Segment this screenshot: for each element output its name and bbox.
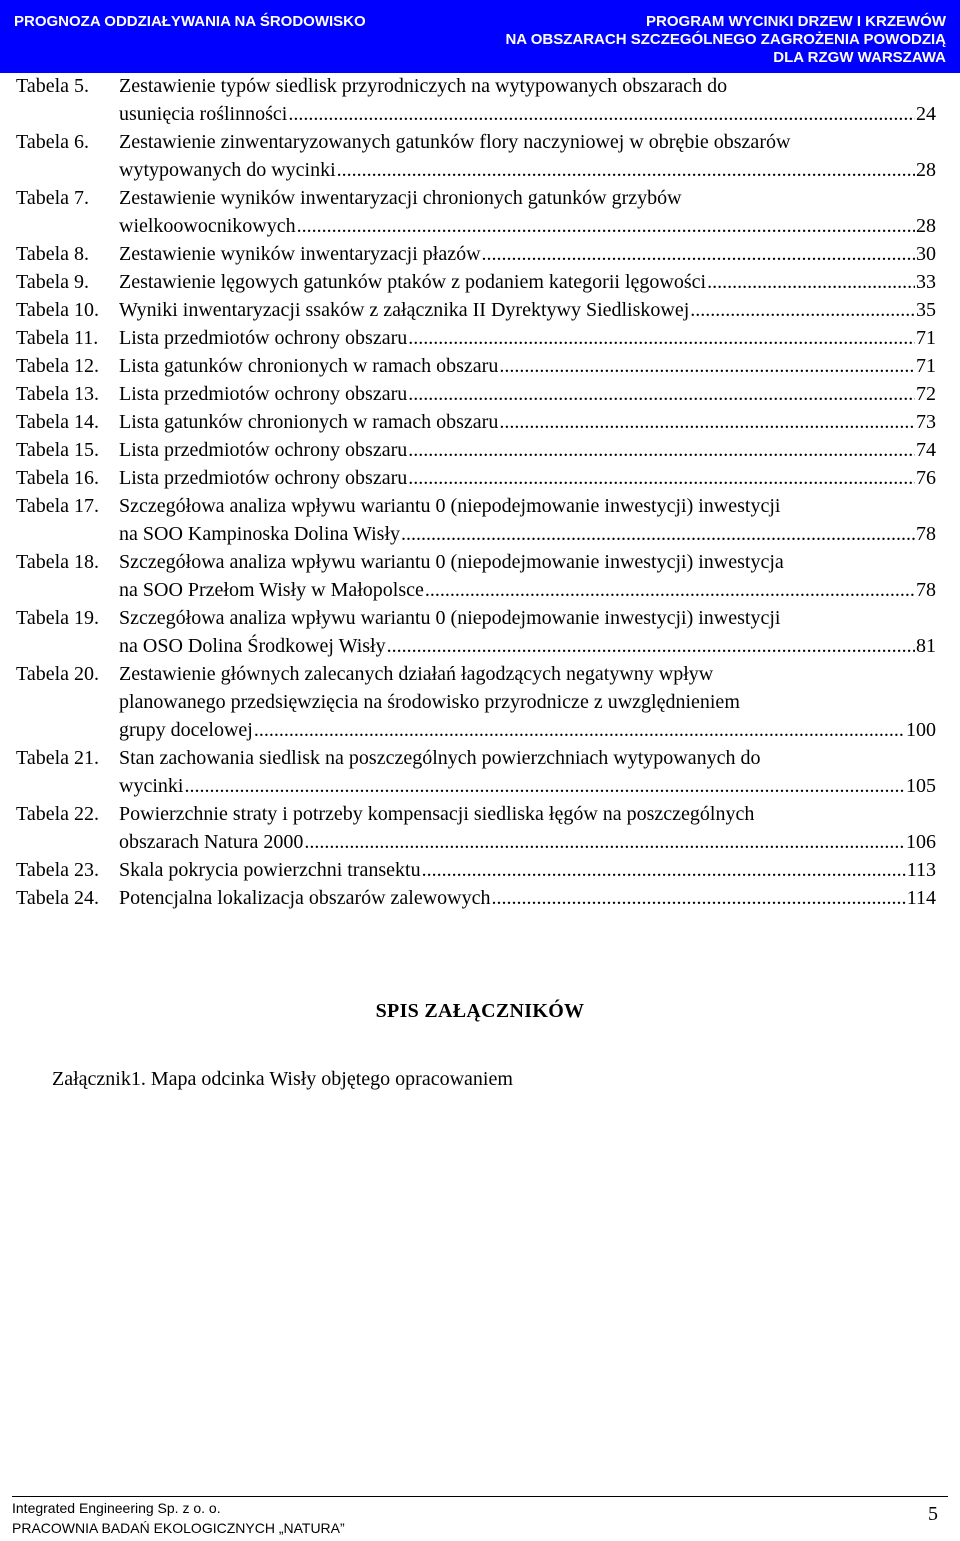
toc-entry-title: Lista gatunków chronionych w ramach obszaru (119, 355, 499, 377)
toc-entry-title-line: Zestawienie wyników inwentaryzacji chronionych gatunków grzybów (119, 187, 682, 209)
toc-entry-title: na OSO Dolina Środkowej Wisły (119, 635, 386, 657)
toc-entry-page: 28 (916, 215, 936, 237)
toc-entry-body (119, 380, 936, 408)
toc-entry-page: 76 (916, 467, 936, 489)
toc-entry-number: Tabela 11. (16, 327, 99, 349)
toc-entry-title: Zestawienie lęgowych gatunków ptaków z podaniem kategorii lęgowości (119, 271, 707, 293)
toc-entry-page: 71 (916, 327, 936, 349)
toc-entry[interactable] (16, 380, 936, 408)
toc-entry-page: 24 (916, 103, 936, 125)
toc-entry[interactable] (16, 408, 936, 436)
header-right-line-1: PROGRAM WYCINKI DRZEW I KRZEWÓW (646, 13, 946, 30)
toc-entry-title: Lista przedmiotów ochrony obszaru (119, 439, 408, 461)
toc-entry-body (119, 744, 936, 800)
table-of-tables (16, 72, 936, 912)
toc-entry-last-line (119, 716, 936, 744)
toc-entry-last-line (119, 408, 936, 436)
toc-entry-title: Wyniki inwentaryzacji ssaków z załącznika II Dyrektywy Siedliskowej (119, 299, 690, 321)
toc-entry[interactable] (16, 268, 936, 296)
toc-entry-number: Tabela 16. (16, 467, 100, 489)
toc-entry-title: Lista przedmiotów ochrony obszaru (119, 383, 408, 405)
toc-entry-body (119, 352, 936, 380)
toc-entry[interactable] (16, 660, 936, 744)
toc-entry-last-line (119, 380, 936, 408)
toc-dot-leader (422, 856, 906, 884)
toc-entry-title: obszarach Natura 2000 (119, 831, 304, 853)
toc-entry[interactable] (16, 548, 936, 604)
toc-entry-last-line (119, 268, 936, 296)
toc-entry-page: 106 (906, 831, 936, 853)
toc-entry[interactable] (16, 352, 936, 380)
toc-entry-last-line (119, 324, 936, 352)
toc-entry-title: Lista przedmiotów ochrony obszaru (119, 467, 408, 489)
header-right-line-3: DLA RZGW WARSZAWA (773, 49, 946, 66)
toc-entry-title: Lista gatunków chronionych w ramach obszaru (119, 411, 499, 433)
toc-entry[interactable] (16, 296, 936, 324)
toc-entry-title-line: Szczegółowa analiza wpływu wariantu 0 (niepodejmowanie inwestycji) inwestycji (119, 495, 781, 517)
toc-entry-title: usunięcia roślinności (119, 103, 288, 125)
toc-entry-body (119, 324, 936, 352)
toc-dot-leader (707, 268, 915, 296)
toc-entry-last-line (119, 520, 936, 548)
toc-entry[interactable] (16, 436, 936, 464)
toc-dot-leader (304, 828, 905, 856)
toc-entry[interactable] (16, 324, 936, 352)
toc-entry-page: 33 (916, 271, 936, 293)
toc-entry-page: 73 (916, 411, 936, 433)
toc-entry-number: Tabela 17. (16, 495, 100, 517)
toc-entry-title-line: Zestawienie zinwentaryzowanych gatunków flory naczyniowej w obrębie obszarów (119, 131, 791, 153)
toc-entry[interactable] (16, 184, 936, 240)
footer-company: Integrated Engineering Sp. z o. o. (12, 1500, 221, 1516)
toc-entry-number: Tabela 9. (16, 271, 90, 293)
toc-entry-last-line (119, 100, 936, 128)
toc-entry[interactable] (16, 884, 936, 912)
toc-entry-number: Tabela 7. (16, 187, 90, 209)
toc-dot-leader (408, 436, 915, 464)
toc-entry-body (119, 240, 936, 268)
toc-entry-last-line (119, 436, 936, 464)
toc-entry-number: Tabela 14. (16, 411, 100, 433)
toc-entry-last-line (119, 828, 936, 856)
toc-entry-number: Tabela 15. (16, 439, 100, 461)
toc-entry-number: Tabela 5. (16, 75, 90, 97)
toc-dot-leader (690, 296, 915, 324)
attachment-entry: Załącznik1. Mapa odcinka Wisły objętego opracowaniem (52, 1068, 513, 1090)
toc-entry-title: Lista przedmiotów ochrony obszaru (119, 327, 408, 349)
toc-dot-leader (297, 212, 915, 240)
toc-entry-body (119, 268, 936, 296)
page-header (0, 0, 960, 73)
toc-entry-page: 30 (916, 243, 936, 265)
toc-entry-title: wycinki (119, 775, 184, 797)
toc-entry-title-line: Stan zachowania siedlisk na poszczególnych powierzchniach wytypowanych do (119, 747, 761, 769)
toc-dot-leader (408, 324, 915, 352)
toc-entry-number: Tabela 24. (16, 887, 100, 909)
toc-entry-body (119, 604, 936, 660)
toc-entry-body (119, 660, 936, 744)
header-right-line-2: NA OBSZARACH SZCZEGÓLNEGO ZAGROŻENIA POWODZIĄ (505, 31, 946, 48)
toc-entry-title-line: Powierzchnie straty i potrzeby kompensacji siedliska łęgów na poszczególnych (119, 803, 755, 825)
toc-entry-body (119, 800, 936, 856)
toc-dot-leader (408, 464, 915, 492)
toc-dot-leader (288, 100, 915, 128)
toc-dot-leader (337, 156, 915, 184)
toc-entry-number: Tabela 19. (16, 607, 100, 629)
toc-entry-last-line (119, 296, 936, 324)
toc-dot-leader (408, 380, 915, 408)
toc-entry-title: Zestawienie wyników inwentaryzacji płazów (119, 243, 481, 265)
toc-entry-body (119, 464, 936, 492)
toc-entry-page: 105 (906, 775, 936, 797)
page-footer (12, 1500, 948, 1541)
toc-entry-body (119, 884, 936, 912)
toc-entry-last-line (119, 464, 936, 492)
toc-entry-number: Tabela 6. (16, 131, 90, 153)
toc-entry-body (119, 856, 936, 884)
toc-entry[interactable] (16, 72, 936, 128)
toc-entry-last-line (119, 772, 936, 800)
toc-entry-last-line (119, 884, 936, 912)
toc-entry-title: na SOO Przełom Wisły w Małopolsce (119, 579, 424, 601)
toc-entry-page: 114 (906, 887, 936, 909)
toc-entry-title: na SOO Kampinoska Dolina Wisły (119, 523, 401, 545)
toc-entry-title: grupy docelowej (119, 719, 253, 741)
toc-entry[interactable] (16, 604, 936, 660)
page-number: 5 (928, 1503, 938, 1525)
toc-entry-page: 71 (916, 355, 936, 377)
toc-entry-number: Tabela 18. (16, 551, 100, 573)
toc-entry-body (119, 184, 936, 240)
toc-entry-page: 113 (906, 859, 936, 881)
toc-entry[interactable] (16, 128, 936, 184)
toc-dot-leader (425, 576, 915, 604)
toc-entry-number: Tabela 10. (16, 299, 100, 321)
toc-dot-leader (184, 772, 905, 800)
toc-entry-page: 28 (916, 159, 936, 181)
toc-entry-number: Tabela 23. (16, 859, 100, 881)
toc-dot-leader (387, 632, 915, 660)
toc-entry-page: 35 (916, 299, 936, 321)
header-right-title (505, 13, 946, 67)
toc-dot-leader (482, 240, 915, 268)
section-title-attachments: SPIS ZAŁĄCZNIKÓW (375, 1000, 585, 1022)
toc-entry-number: Tabela 13. (16, 383, 100, 405)
toc-entry-last-line (119, 240, 936, 268)
toc-entry-body (119, 492, 936, 548)
toc-entry-last-line (119, 632, 936, 660)
toc-entry-title: wielkoowocnikowych (119, 215, 296, 237)
toc-entry[interactable] (16, 492, 936, 548)
toc-dot-leader (499, 408, 915, 436)
toc-entry-body (119, 408, 936, 436)
toc-entry[interactable] (16, 856, 936, 884)
toc-dot-leader (499, 352, 915, 380)
toc-dot-leader (254, 716, 905, 744)
toc-entry-title-line: Zestawienie głównych zalecanych działań łagodzących negatywny wpływ (119, 663, 714, 685)
toc-entry[interactable] (16, 744, 936, 800)
footer-lab: PRACOWNIA BADAŃ EKOLOGICZNYCH „NATURA” (12, 1520, 345, 1536)
toc-entry-page: 72 (916, 383, 936, 405)
toc-entry-number: Tabela 8. (16, 243, 90, 265)
toc-dot-leader (401, 520, 915, 548)
toc-entry[interactable] (16, 240, 936, 268)
toc-entry-page: 74 (916, 439, 936, 461)
toc-entry-body (119, 72, 936, 128)
toc-entry-title: Potencjalna lokalizacja obszarów zalewowych (119, 887, 491, 909)
toc-entry-body (119, 128, 936, 184)
toc-entry-page: 78 (916, 579, 936, 601)
toc-entry-number: Tabela 12. (16, 355, 100, 377)
toc-entry-page: 81 (916, 635, 936, 657)
toc-entry-last-line (119, 576, 936, 604)
footer-divider (12, 1496, 948, 1497)
toc-entry-body (119, 436, 936, 464)
toc-entry-last-line (119, 212, 936, 240)
toc-entry-number: Tabela 21. (16, 747, 100, 769)
toc-entry-title: Skala pokrycia powierzchni transektu (119, 859, 421, 881)
header-left-title: PROGNOZA ODDZIAŁYWANIA NA ŚRODOWISKO (14, 13, 366, 30)
toc-entry-last-line (119, 352, 936, 380)
toc-entry-page: 78 (916, 523, 936, 545)
toc-entry-page: 100 (906, 719, 936, 741)
toc-entry-body (119, 296, 936, 324)
toc-entry-title: wytypowanych do wycinki (119, 159, 336, 181)
toc-entry-title-line: Zestawienie typów siedlisk przyrodniczych na wytypowanych obszarach do (119, 75, 728, 97)
toc-dot-leader (492, 884, 906, 912)
toc-entry-last-line (119, 156, 936, 184)
toc-entry-body (119, 548, 936, 604)
toc-entry-title-line: Szczegółowa analiza wpływu wariantu 0 (niepodejmowanie inwestycji) inwestycji (119, 607, 781, 629)
toc-entry-last-line (119, 856, 936, 884)
toc-entry[interactable] (16, 800, 936, 856)
toc-entry-title-line: planowanego przedsięwzięcia na środowisko przyrodnicze z uwzględnieniem (119, 691, 740, 713)
toc-entry-title-line: Szczegółowa analiza wpływu wariantu 0 (niepodejmowanie inwestycji) inwestycja (119, 551, 784, 573)
toc-entry-number: Tabela 20. (16, 663, 100, 685)
toc-entry[interactable] (16, 464, 936, 492)
toc-entry-number: Tabela 22. (16, 803, 100, 825)
